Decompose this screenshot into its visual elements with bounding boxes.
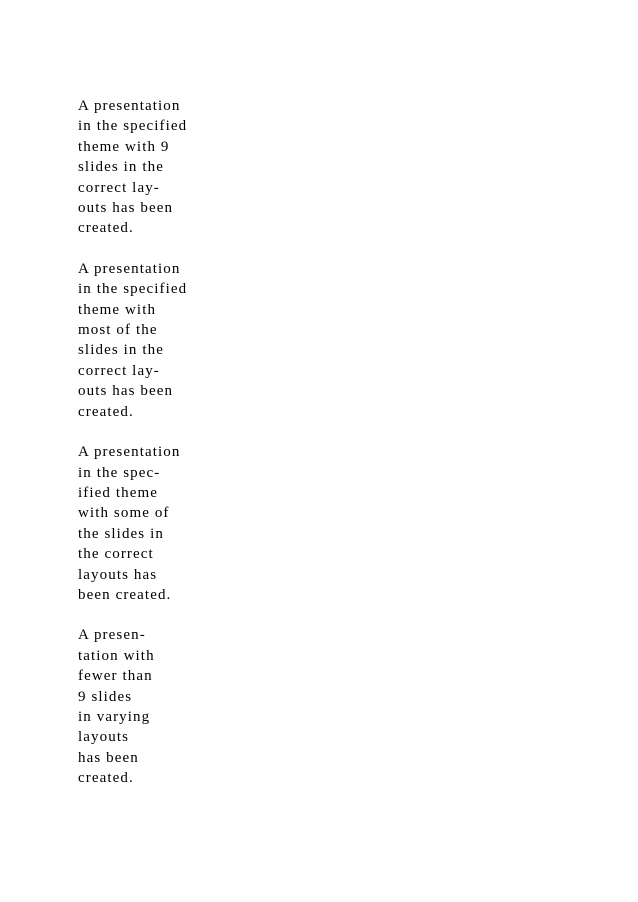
text-line: correct lay- bbox=[78, 362, 160, 379]
paragraph-some-credit bbox=[78, 442, 278, 605]
text-line: theme with 9 bbox=[78, 138, 170, 155]
text-line: created. bbox=[78, 220, 134, 237]
paragraph-low-credit bbox=[78, 625, 278, 788]
text-line: A presentation bbox=[78, 260, 181, 277]
text-line: in the specified bbox=[78, 118, 188, 135]
text-line: the correct bbox=[78, 546, 154, 563]
text-line: in the specified bbox=[78, 281, 188, 298]
text-line: A presentation bbox=[78, 98, 181, 114]
text-line: tation with bbox=[78, 647, 155, 664]
text-line: with some of bbox=[78, 505, 170, 522]
text-line: A presentation bbox=[78, 444, 181, 461]
paragraph-most-credit bbox=[78, 259, 278, 422]
text-line: ified theme bbox=[78, 484, 158, 501]
paragraph-full-credit bbox=[78, 96, 278, 239]
text-line: layouts has bbox=[78, 566, 158, 583]
text-line: been created. bbox=[78, 586, 172, 603]
text-line: theme with bbox=[78, 301, 157, 318]
document-body bbox=[78, 96, 278, 809]
text-line: outs has been bbox=[78, 200, 174, 217]
text-line: layouts bbox=[78, 729, 130, 746]
text-line: in the spec- bbox=[78, 464, 161, 481]
text-line: fewer than bbox=[78, 668, 153, 685]
text-line: most of the bbox=[78, 322, 158, 339]
text-line: correct lay- bbox=[78, 179, 160, 196]
text-line: the slides in bbox=[78, 525, 164, 542]
text-line: in varying bbox=[78, 708, 151, 725]
text-line: created. bbox=[78, 770, 134, 787]
text-line: has been bbox=[78, 749, 139, 766]
text-line: outs has been bbox=[78, 383, 174, 400]
text-line: A presen- bbox=[78, 627, 146, 644]
text-line: slides in the bbox=[78, 159, 164, 176]
text-line: 9 slides bbox=[78, 688, 133, 705]
text-line: created. bbox=[78, 403, 134, 420]
text-line: slides in the bbox=[78, 342, 164, 359]
